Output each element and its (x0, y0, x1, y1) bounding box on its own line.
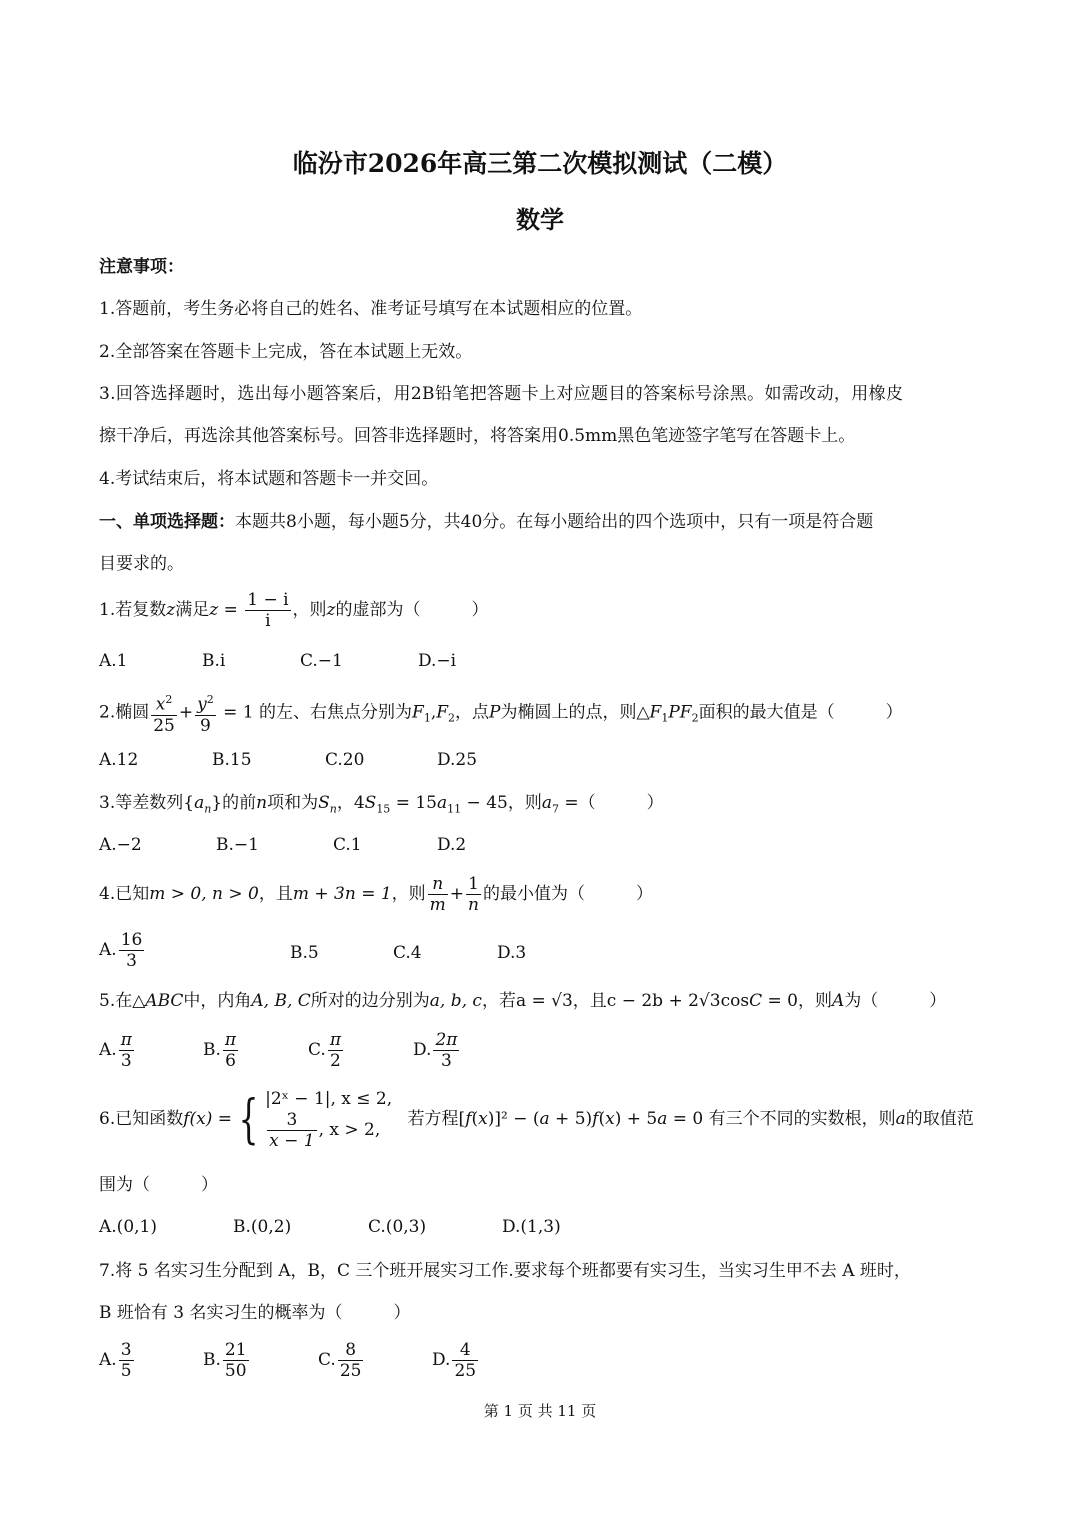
q5-option-c-num: π (329, 1030, 341, 1050)
q6-case-2-den: x − 1 (269, 1131, 315, 1151)
page-footer: 第 1 页 共 11 页 (483, 1402, 597, 1420)
q5-angles: A, B, C (251, 991, 311, 1011)
q5-option-c[interactable] (308, 1030, 345, 1071)
q5-option-a-num: π (120, 1030, 132, 1050)
q3-option-a[interactable]: A.−2 (99, 835, 142, 855)
q3-text: 的前 (222, 793, 257, 813)
q7-option-a-den: 5 (120, 1361, 132, 1381)
notice-item: 3.回答选择题时，选出每小题答案后，用2B铅笔把答题卡上对应题目的答案标号涂黑。如需改动，用橡皮 (99, 384, 904, 404)
question-3: 3.等差数列$\{a_n\}$的前n项和为$S_n$，$4S_{15} = 15a_{11} - 45$，则$a_7$ =（ ） (99, 793, 664, 816)
q4-fraction-2: $\frac{1}{n}$ (468, 874, 479, 915)
q6-text: 若方程[ (407, 1109, 466, 1129)
question-5: 5.在△ABC中，内角A, B, C所对的边分别为a, b, c，若a = √3，且c − 2b + 2√3cosC = 0，则A为（ ） (99, 991, 947, 1011)
q2-option-c[interactable]: C.20 (325, 750, 365, 770)
q5-condition: c − 2b + 2√3cos (606, 991, 750, 1011)
notice-heading: 注意事项： (99, 257, 184, 277)
q5-option-c-den: 2 (328, 1050, 343, 1071)
q2-text: ，点 (455, 702, 490, 723)
subject-title: 数学 (516, 205, 564, 234)
q6-option-a[interactable]: A.(0,1) (99, 1217, 157, 1237)
q5-option-a-label: A. (99, 1040, 117, 1060)
q7-line-2: B 班恰有 3 名实习生的概率为（ ） (99, 1303, 411, 1323)
q6-line-2: 围为（ ） (99, 1175, 218, 1195)
q3-text: 3.等差数列 (99, 793, 184, 813)
question-7: 7.将 5 名实习生分配到 A，B，C 三个班开展实习工作.要求每个班都要有实习生，当实习生甲不去 A 班时， (99, 1261, 911, 1281)
q4-option-c[interactable]: C.4 (393, 943, 422, 963)
q6-case-2-post: , x > 2, (318, 1120, 381, 1140)
q4-option-b[interactable]: B.5 (290, 943, 319, 963)
q5-option-d-den: 3 (433, 1050, 459, 1071)
q1-option-a[interactable]: A.1 (99, 651, 128, 671)
q5-option-b-den: 6 (223, 1050, 238, 1071)
q3-text: 项和为 (267, 793, 319, 813)
q2-option-a[interactable]: A.12 (99, 750, 139, 770)
q6-case-1: |2ˣ − 1|, x ≤ 2, (265, 1089, 393, 1109)
q1-text: 的虚部为（ ） (335, 600, 489, 620)
q7-option-d-label: D. (432, 1350, 451, 1370)
q3-text: =（ ） (558, 793, 664, 813)
q3-option-d[interactable]: D.2 (437, 835, 467, 855)
q5-text: 中，内角 (183, 991, 252, 1011)
q3-text: = 15 (390, 793, 437, 813)
q5-option-d-num: 2π (435, 1030, 458, 1050)
notice-item: 1.答题前，考生务必将自己的姓名、准考证号填写在本试题相应的位置。 (99, 299, 643, 319)
q4-condition: m + 3n = 1 (292, 884, 392, 904)
question-6: 6.已知函数f(x) = { |2ˣ − 1|, x ≤ 2, $\frac{3}{x - 1}$ , x > 2, 若方程[f(x)]² − (a + 5)f(x) + 5a = 0 有三个不同的实数根，则a的取值范 (99, 1089, 974, 1151)
q7-option-a-label: A. (99, 1350, 117, 1370)
q6-option-b[interactable]: B.(0,2) (233, 1217, 292, 1237)
notice-item: 擦干净后，再选涂其他答案标号。回答非选择题时，将答案用0.5mm黑色笔迹签字笔写在答题卡上。 (99, 426, 856, 446)
section-desc-line2: 目要求的。 (99, 554, 184, 574)
q1-text: 1.若复数 (99, 600, 167, 620)
notice-item: 2.全部答案在答题卡上完成，答在本试题上无效。 (99, 342, 473, 362)
q5-option-a-den: 3 (119, 1050, 134, 1071)
q4-text: 4.已知 (99, 884, 150, 904)
q1-option-b[interactable]: B.i (202, 651, 226, 671)
q2-text: = 1 的左、右焦点分别为 (217, 702, 413, 723)
q7-option-b-label: B. (203, 1350, 221, 1370)
q4-option-a-den: 3 (119, 950, 145, 971)
q3-text: ，4 (336, 793, 365, 813)
question-1: 1.若复数z满足z = $\frac{1 - i}{i}$ ，则z的虚部为（ ） (99, 590, 489, 631)
q7-option-d-den: 25 (454, 1361, 477, 1381)
q7-option-b[interactable] (203, 1340, 251, 1381)
q5-option-c-label: C. (308, 1040, 326, 1060)
q2-text: 2.椭圆 (99, 702, 150, 723)
question-2: 2.椭圆 $\frac{x^2}{25}$ + $\frac{y^2}{9}$ = 1 的左、右焦点分别为$F_1,F_2$，点P为椭圆上的点，则$\triangle F_1PF_2$面积的最大值是（ ） (99, 690, 903, 736)
q7-option-a-num: 3 (120, 1340, 132, 1360)
page-title: 临汾市2026年高三第二次模拟测试（二模） (292, 149, 788, 178)
q7-option-c-den: 25 (339, 1361, 362, 1381)
q7-option-d[interactable] (432, 1340, 480, 1381)
q3-option-c[interactable]: C.1 (333, 835, 362, 855)
q4-option-a[interactable] (99, 930, 146, 971)
q7-option-c-label: C. (318, 1350, 336, 1370)
q2-fraction-y: $\frac{y^2}{9}$ (197, 693, 214, 736)
q6-function: f(x) (183, 1109, 213, 1129)
q5-sides: a, b, c (429, 991, 482, 1011)
q4-option-a-label: A. (99, 940, 117, 960)
q5-option-b[interactable] (203, 1030, 240, 1071)
section-heading-label: 一、单项选择题： (99, 512, 235, 532)
q2-text: 为椭圆上的点，则△ (500, 702, 650, 723)
question-4: 4.已知m > 0, n > 0，且m + 3n = 1，则 $\frac{n}{m}$ + $\frac{1}{n}$ 的最小值为（ ） (99, 874, 653, 915)
section-desc: 本题共8小题，每小题5分，共40分。在每小题给出的四个选项中，只有一项是符合题 (235, 512, 874, 532)
q4-fraction-1: $\frac{n}{m}$ (429, 874, 446, 915)
q6-text: + 5 (621, 1109, 658, 1129)
q6-text: + 5) (549, 1109, 593, 1129)
q5-option-d-label: D. (413, 1040, 432, 1060)
q1-num: 1 − i (247, 590, 289, 610)
q1-option-d[interactable]: D.−i (418, 651, 457, 671)
q7-option-b-den: 50 (224, 1361, 247, 1381)
q1-den: i (245, 610, 290, 631)
q7-option-b-num: 21 (224, 1340, 247, 1360)
q2-option-b[interactable]: B.15 (212, 750, 252, 770)
q6-text: 的取值范 (905, 1109, 974, 1129)
q4-text: ，且 (258, 884, 293, 904)
q2-text: 面积的最大值是（ ） (698, 702, 903, 723)
q1-text: ，则 (292, 600, 327, 620)
q5-text: 为（ ） (844, 991, 947, 1011)
q2-fraction-x: $\frac{x^2}{25}$ (153, 693, 175, 736)
q5-text: ，若 (481, 991, 516, 1011)
q1-option-c[interactable]: C.−1 (300, 651, 343, 671)
q3-text: − 45，则 (461, 793, 542, 813)
q7-option-c[interactable] (318, 1340, 365, 1381)
q4-option-a-num: 16 (120, 930, 143, 950)
q5-text: 5.在△ (99, 991, 146, 1011)
q5-text: 所对的边分别为 (310, 991, 430, 1011)
q4-condition: m > 0, n > 0 (149, 884, 259, 904)
q6-text: ]² − ( (494, 1109, 540, 1129)
q2-option-d[interactable]: D.25 (437, 750, 478, 770)
q5-condition: a = √3 (515, 991, 573, 1011)
q3-option-b[interactable]: B.−1 (216, 835, 259, 855)
q6-text: = 0 有三个不同的实数根，则 (667, 1109, 896, 1129)
q7-option-a[interactable] (99, 1340, 136, 1381)
q5-triangle: ABC (145, 991, 184, 1011)
q1-text: 满足 (175, 600, 210, 620)
q4-text: 的最小值为（ ） (483, 884, 653, 904)
q6-cases (265, 1088, 392, 1151)
q6-option-d[interactable]: D.(1,3) (502, 1217, 561, 1237)
q1-fraction (245, 590, 290, 631)
q7-option-c-num: 8 (345, 1340, 357, 1360)
section-heading (99, 510, 873, 534)
notice-item: 4.考试结束后，将本试题和答题卡一并交回。 (99, 469, 439, 489)
q7-option-d-num: 4 (459, 1340, 471, 1360)
q6-brace: { (238, 1089, 259, 1150)
q5-option-b-label: B. (203, 1040, 221, 1060)
q5-option-a[interactable] (99, 1030, 136, 1071)
q5-text: ，则 (797, 991, 832, 1011)
q5-option-d[interactable] (413, 1030, 461, 1071)
q5-option-b-num: π (224, 1030, 237, 1050)
q6-case-2-num: 3 (286, 1110, 298, 1130)
q4-text: ，则 (391, 884, 426, 904)
q4-option-d[interactable]: D.3 (497, 943, 527, 963)
q5-text: ，且 (572, 991, 607, 1011)
q6-text: 6.已知函数 (99, 1109, 184, 1129)
q6-option-c[interactable]: C.(0,3) (368, 1217, 427, 1237)
q5-condition: = 0 (762, 991, 798, 1011)
